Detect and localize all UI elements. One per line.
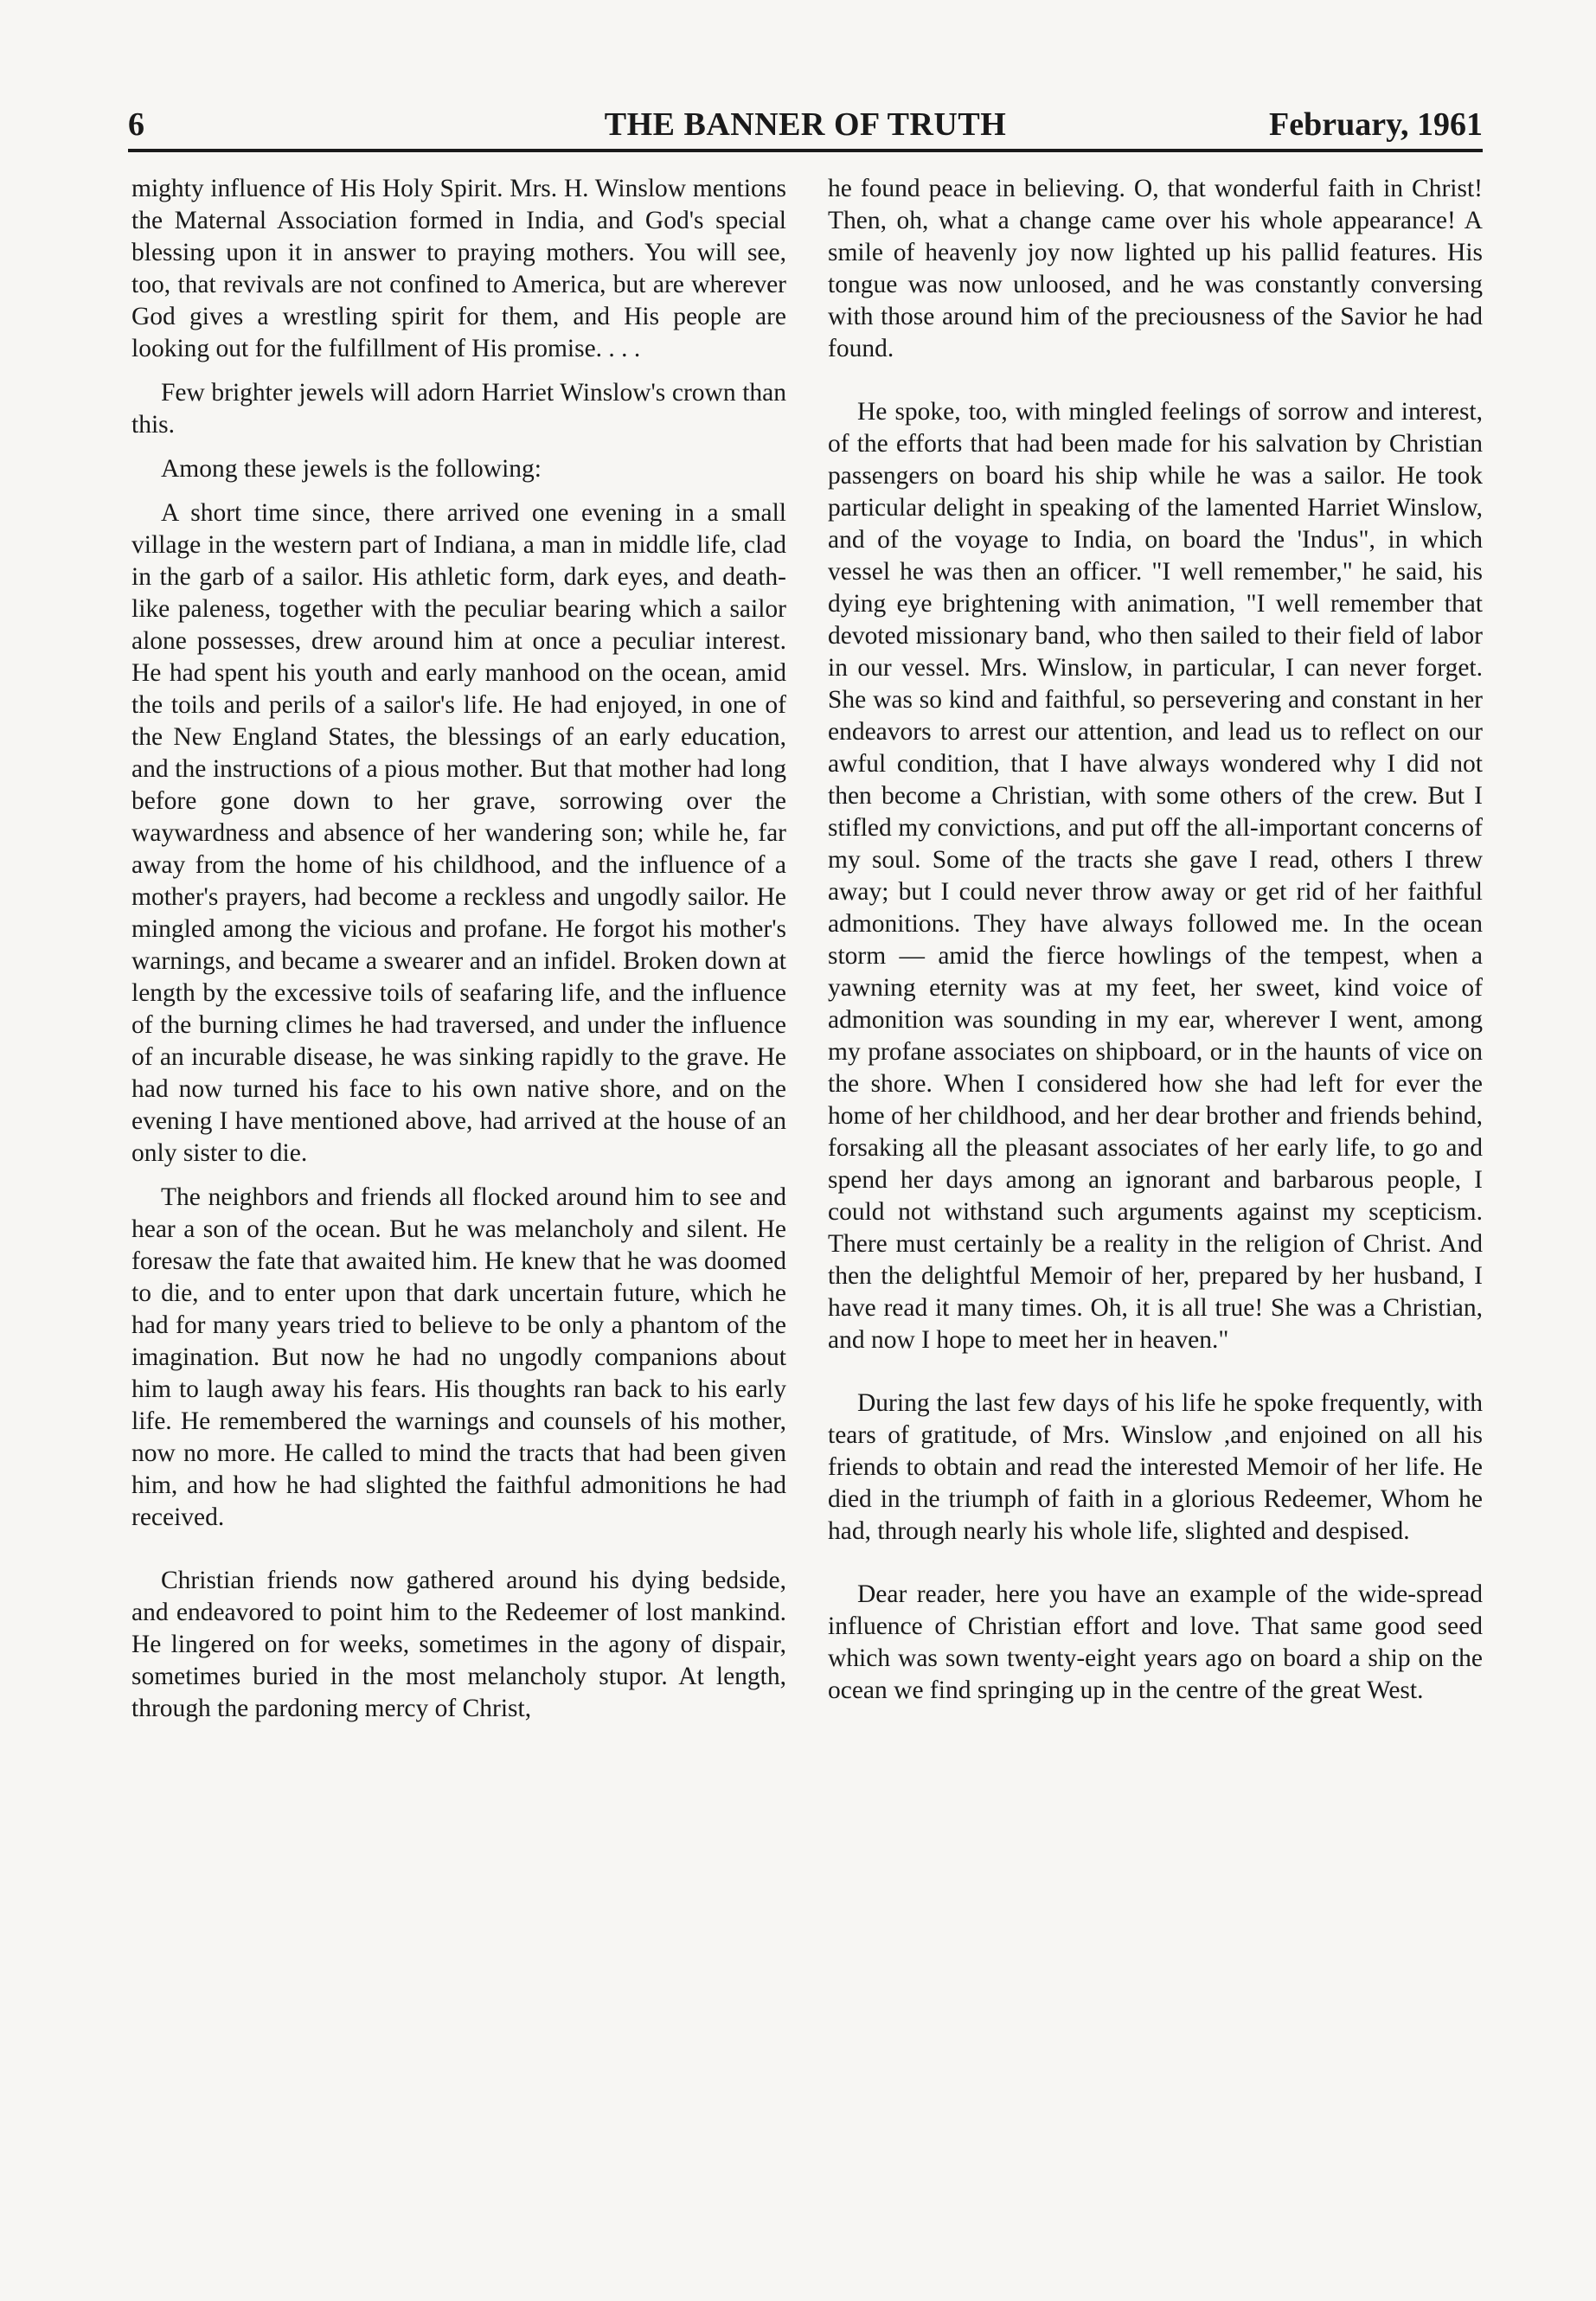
paragraph: Christian friends now gathered around his dying bedside, and endeavored to point him to the Redeemer of lost mankind. He lingered on for weeks, sometimes in the agony of dispair, sometimes buried in the most melancholy stupor. At length, through the pardoning mercy of Christ, <box>131 1567 786 1722</box>
paragraph: mighty influence of His Holy Spirit. Mrs. H. Winslow mentions the Maternal Association formed in India, and God's special blessing upon it in answer to praying mothers. You will see, too, that revivals are not confined to America, but are wherever God gives a wrestling spirit for them, and His people are looking out for the fulfillment of His promise. . . . <box>131 175 786 362</box>
publication-title: THE BANNER OF TRUTH <box>604 106 1007 143</box>
paragraph: A short time since, there arrived one evening in a small village in the western part of Indiana, a man in middle life, clad in the garb of a sailor. His athletic form, dark eyes, and death-like paleness, together with the peculiar bearing which a sailor alone possesses, drew around him at once a peculiar interest. He had spent his youth and early manhood on the ocean, amid the toils and perils of a sailor's life. He had enjoyed, in one of the New England States, the blessings of an early education, and the instructions of a pious mother. But that mother had long before gone down to her grave, sorrowing over the waywardness and absence of her wandering son; while he, far away from the home of his childhood, and the influence of a mother's prayers, had become a reckless and ungodly sailor. He mingled among the vicious and profane. He forgot his mother's warnings, and became a swearer and an infidel. Broken down at length by the excessive toils of seafaring life, and the influence of the burning climes he had traversed, and under the influence of an incurable disease, he was sinking rapidly to the grave. He had now turned his face to his own native shore, and on the evening I have mentioned above, had arrived at the house of an only sister to die. <box>131 499 786 1167</box>
paragraph: he found peace in believing. O, that wonderful faith in Christ! Then, oh, what a change came over his whole appearance! A smile of heavenly joy now lighted up his pallid features. His tongue was now unloosed, and he was constantly conversing with those around him of the preciousness of the Savior he had found. <box>828 175 1483 362</box>
page-number: 6 <box>128 106 144 143</box>
paragraph: He spoke, too, with mingled feelings of sorrow and interest, of the efforts that had been made for his salvation by Christian passengers on board his ship while he was a sailor. He took particular delight in speaking of the lamented Harriet Winslow, and of the voyage to India, on board the 'Indus", in which vessel he was then an officer. "I well remember," he said, his dying eye brightening with animation, "I well remember that devoted missionary band, who then sailed to their field of labor in our vessel. Mrs. Winslow, in particular, I can never forget. She was so kind and faithful, so persevering and constant in her endeavors to arrest our attention, and lead us to reflect on our awful condition, that I have always wondered why I did not then become a Christian, with some others of the crew. But I stifled my convictions, and put off the all-important concerns of my soul. Some of the tracts she gave I read, others I threw away; but I could never throw away or get rid of her faithful admonitions. They have always followed me. In the ocean storm — amid the fierce howlings of the tempest, when a yawning eternity was at my feet, her sweet, kind voice of admonition was sounding in my ear, wherever I went, among my profane associates on shipboard, or in the haunts of vice on the shore. When I considered how she had left for ever the home of her childhood, and her dear brother and friends behind, forsaking all the pleasant associates of her early life, to go and spend her days among an ignorant and barbarous people, I could not withstand such arguments against my scepticism. There must certainly be a reality in the religion of Christ. And then the delightful Memoir of her, prepared by her husband, I have read it many times. Oh, it is all true! She was a Christian, and now I hope to meet her in heaven." <box>828 398 1483 1354</box>
paragraph: Among these jewels is the following: <box>161 455 542 483</box>
right-column <box>828 173 1483 1719</box>
left-column <box>131 173 786 1737</box>
page-header <box>128 102 1483 152</box>
paragraph: During the last few days of his life he spoke frequently, with tears of gratitude, of Mrs. Winslow ,and enjoined on all his friends to obtain and read the interested Memoir of her life. He died in the triumph of faith in a glorious Redeemer, Whom he had, through nearly his whole life, slighted and despised. <box>828 1389 1483 1545</box>
paragraph: Few brighter jewels will adorn Harriet Winslow's crown than this. <box>131 379 786 439</box>
paragraph: The neighbors and friends all flocked around him to see and hear a son of the ocean. But he was melancholy and silent. He foresaw the fate that awaited him. He knew that he was doomed to die, and to enter upon that dark uncertain future, which he had for many years tried to believe to be only a phantom of the imagination. But now he had no ungodly companions about him to laugh away his fears. His thoughts ran back to his early life. He remembered the warnings and counsels of his mother, now no more. He called to mind the tracts that had been given him, and how he had slighted the faithful admonitions he had received. <box>131 1183 786 1531</box>
paragraph: Dear reader, here you have an example of the wide-spread influence of Christian effort and love. That same good seed which was sown twenty-eight years ago on board a ship on the ocean we find springing up in the centre of the great West. <box>828 1580 1483 1704</box>
issue-date: February, 1961 <box>1269 106 1483 143</box>
